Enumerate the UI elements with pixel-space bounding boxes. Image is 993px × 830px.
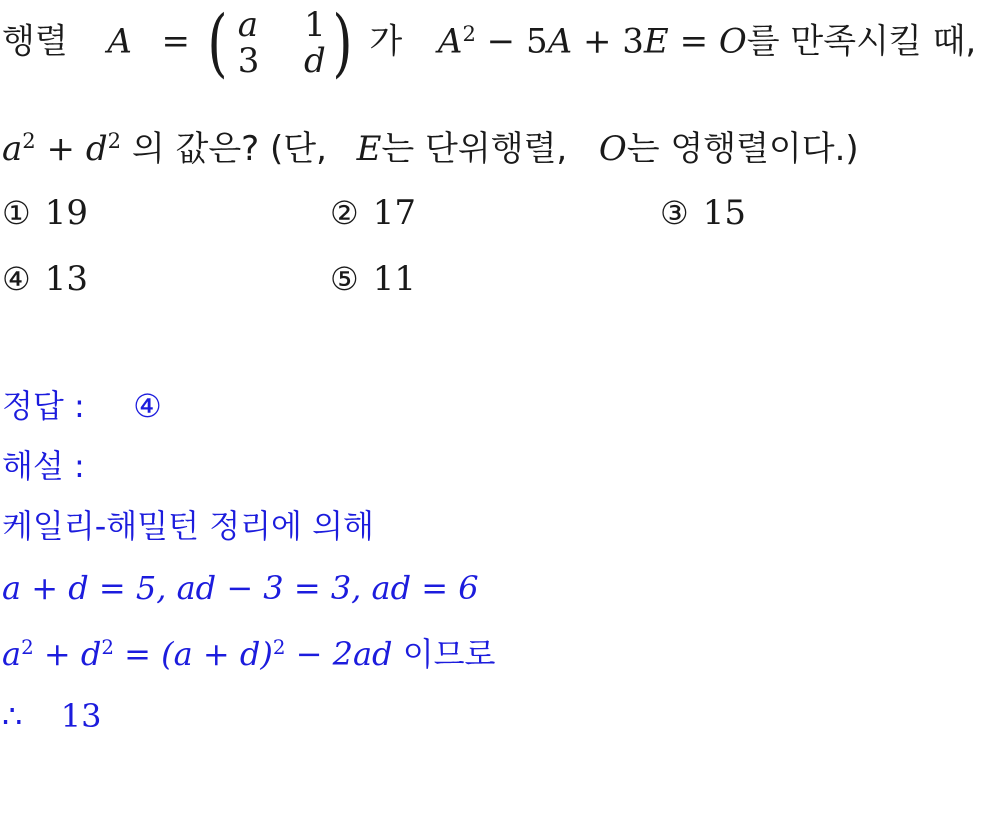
equation-A-exponent: 2 [462,20,476,46]
choice-3 [660,193,746,233]
choice-3-value: 15 [702,193,746,233]
matrix-cell-11: a [237,5,258,45]
matrix-cell-21: 3 [237,41,260,81]
therefore-symbol: ∴ [2,697,23,735]
equation-A: A [437,21,463,62]
line2-E: E [356,129,382,169]
question-suffix: 를 만족시킬 때, [746,21,977,62]
line2-O: O [598,129,627,169]
question-line-1 [2,0,977,86]
choice-1 [2,193,88,233]
eq2-a-exponent: 2 [21,636,34,660]
answer-line [2,387,162,425]
eq2-a: a [2,635,22,673]
equation-equals: = [679,21,709,62]
choice-5-marker: ⑤ [330,260,359,298]
eq2-d-exponent: 2 [101,636,114,660]
choice-2 [330,193,416,233]
answer-label: 정답 : [2,387,85,425]
choice-4 [2,259,88,299]
equation-2 [2,635,496,673]
line2-d-exponent: 2 [107,128,122,154]
eq2-rhs-exponent: 2 [272,636,286,660]
choice-2-value: 17 [372,193,416,233]
line2-d: d [85,129,108,169]
choice-5-value: 11 [372,259,416,299]
theorem-text: 케일리-해밀턴 정리에 의해 [2,507,374,545]
choice-4-value: 13 [44,259,88,299]
choice-3-marker: ③ [660,194,689,232]
equation-1-text: a + d = 5, ad − 3 = 3, ad = 6 [2,569,479,607]
answer-value: ④ [133,387,162,425]
choice-1-value: 19 [44,193,88,233]
particle-ga: 가 [369,21,403,62]
matrix-cell-12: 1 [304,5,326,45]
eq2-d: d [80,635,102,673]
line2-text-1: 의 값은? (단, [131,129,327,169]
choice-4-marker: ④ [2,260,31,298]
explanation-label-line [2,447,85,485]
equation-A2: A [547,21,573,62]
equals-sign: = [161,21,191,62]
line2-a: a [2,129,23,169]
equation-O: O [718,21,747,62]
eq2-suffix: 이므로 [402,635,496,673]
question-prefix: 행렬 [2,21,68,62]
therefore-line [2,697,102,735]
eq2-tail: − 2ad [295,635,393,673]
matrix-a [203,0,357,86]
matrix-name: A [107,21,132,62]
equation-plus-3: + 3 [582,21,644,62]
matrix-cell-22: d [303,41,326,81]
theorem-line [2,507,374,545]
therefore-value: 13 [60,697,102,735]
line2-plus: + [46,129,76,169]
left-paren: ( [207,0,228,86]
explanation-label: 해설 : [2,447,85,485]
choice-2-marker: ② [330,194,359,232]
equation-minus-5: − 5 [486,21,548,62]
equation-E: E [643,21,669,62]
line2-a-exponent: 2 [22,128,36,154]
right-paren: ) [332,0,353,86]
matrix-grid [232,7,328,79]
line2-text-2: 는 단위행렬, [381,129,568,169]
question-line-2 [2,128,859,169]
eq2-plus: + [43,635,71,673]
choice-5 [330,259,416,299]
line2-text-3: 는 영행렬이다.) [626,129,859,169]
choice-1-marker: ① [2,194,31,232]
eq2-rhs: = (a + d) [124,635,273,673]
equation-1 [2,569,479,607]
